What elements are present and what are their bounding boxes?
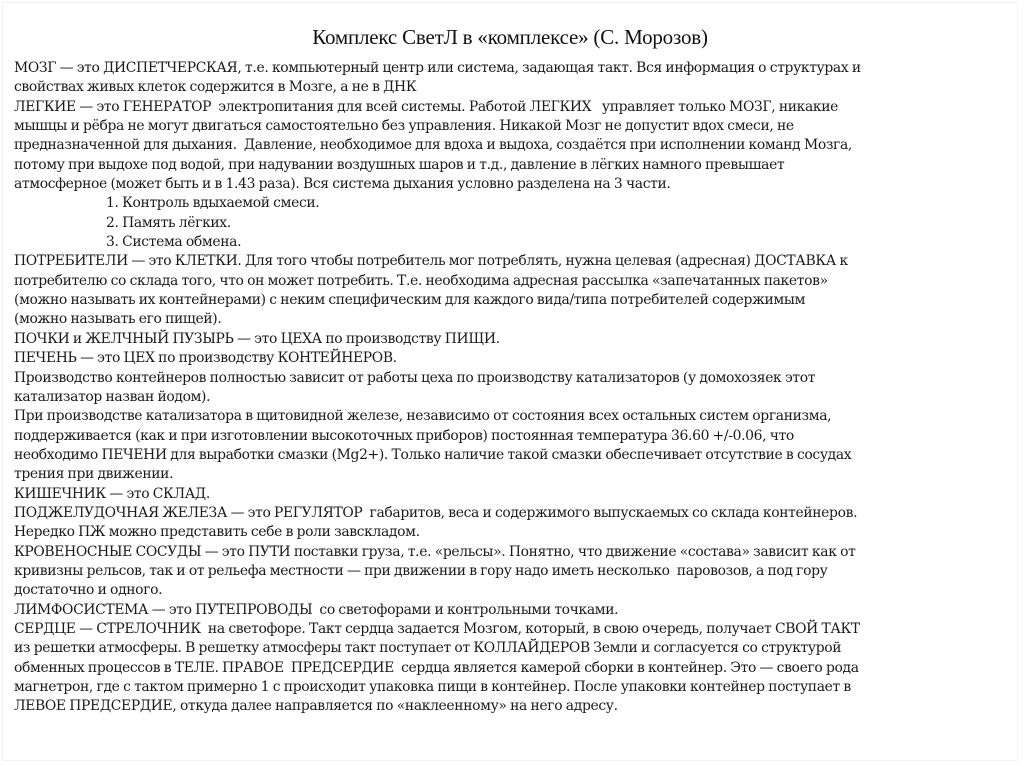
text-line: ЛЕГКИЕ — это ГЕНЕРАТОР электропитания для всей системы. Работой ЛЕГКИХ управляет только МОЗГ, никакие [14, 98, 839, 115]
text-line: При производстве катализатора в щитовидной железе, независимо от состояния всех остальных систем организма, [14, 408, 832, 425]
text-line: потому при выдохе под водой, при надувании воздушных шаров и т.д., давление в лёгких намного превышает [14, 156, 785, 173]
text-line: ПОЧКИ и ЖЕЛЧНЫЙ ПУЗЫРЬ — это ЦЕХА по производству ПИЩИ. [14, 330, 500, 347]
text-line: потребителю со склада того, что он может потребить. Т.е. необходима адресная рассылка «запечатанных пакетов» [14, 272, 828, 289]
text-line: поддерживается (как и при изготовлении высокоточных приборов) постоянная температура 36.60 +/-0.06, что [14, 427, 794, 444]
text-line: трения при движении. [14, 466, 174, 483]
text-line: (можно называть его пищей). [14, 311, 222, 328]
text-line: ЛИМФОСИСТЕМА — это ПУТЕПРОВОДЫ со светофорами и контрольными точками. [14, 601, 619, 618]
text-line: ПЕЧЕНЬ — это ЦЕХ по производству КОНТЕЙНЕРОВ. [14, 350, 397, 367]
text-line: СЕРДЦЕ — СТРЕЛОЧНИК на светофоре. Такт сердца задается Мозгом, который, в свою очередь, получает СВОЙ ТАКТ [14, 620, 860, 637]
text-line: свойствах живых клеток содержится в Мозге, а не в ДНК [14, 79, 417, 96]
text-line: атмосферное (может быть и в 1.43 раза). Вся система дыхания условно разделена на 3 части. [14, 176, 671, 193]
page-title: Комплекс СветЛ в «комплексе» (С. Морозов) [312, 25, 708, 49]
text-line: из решетки атмосферы. В решетку атмосферы такт поступает от КОЛЛАЙДЕРОВ Земли и согласуется со структурой [14, 640, 842, 657]
text-line: необходимо ПЕЧЕНИ для выработки смазки (Mg2+). Только наличие такой смазки обеспечивает отсутствие в сосудах [14, 446, 852, 463]
numbered-list-item: 3. Система обмена. [106, 234, 242, 251]
text-line: Нередко ПЖ можно представить себе в роли завскладом. [14, 524, 420, 541]
numbered-list-item: 2. Память лёгких. [106, 214, 231, 231]
text-line: (можно называть их контейнерами) с неким специфическим для каждого вида/типа потребителей содержимым [14, 292, 806, 309]
text-line: магнетрон, где с тактом примерно 1 с происходит упаковка пищи в контейнер. После упаковки контейнер поступает в [14, 679, 851, 695]
text-line: достаточно и одного. [14, 582, 163, 599]
text-line: МОЗГ — это ДИСПЕТЧЕРСКАЯ, т.е. компьютерный центр или система, задающая такт. Вся информация о структурах и [14, 60, 861, 76]
text-line: ПОДЖЕЛУДОЧНАЯ ЖЕЛЕЗА — это РЕГУЛЯТОР габаритов, веса и содержимого выпускаемых со склада контейнеров. [14, 504, 858, 521]
numbered-list-item: 1. Контроль вдыхаемой смеси. [106, 195, 320, 212]
text-line: КРОВЕНОСНЫЕ СОСУДЫ — это ПУТИ поставки груза, т.е. «рельсы». Понятно, что движение «состава» зависит как от [14, 543, 856, 560]
text-line: КИШЕЧНИК — это СКЛАД. [14, 485, 210, 502]
text-line: обменных процессов в ТЕЛЕ. ПРАВОЕ ПРЕДСЕРДИЕ сердца является камерой сборки в контейнер. Это — своего рода [14, 659, 859, 676]
text-line: мышцы и рёбра не могут двигаться самостоятельно без управления. Никакой Мозг не допустит вдох смеси, не [14, 118, 794, 135]
text-line: кривизны рельсов, так и от рельефа местности — при движении в гору надо иметь несколько паровозов, а под гору [14, 562, 828, 579]
document-body [14, 59, 1014, 717]
text-line: ПОТРЕБИТЕЛИ — это КЛЕТКИ. Для того чтобы потребитель мог потреблять, нужна целевая (адресная) ДОСТАВКА к [14, 253, 848, 270]
text-line: предназначенной для дыхания. Давление, необходимое для вдоха и выдоха, создаётся при исполнении команд Мозга, [14, 137, 852, 154]
text-line: катализатор назван йодом). [14, 388, 211, 405]
text-line: Производство контейнеров полностью зависит от работы цеха по производству катализаторов (у домохозяек этот [14, 369, 816, 386]
text-line: ЛЕВОЕ ПРЕДСЕРДИЕ, откуда далее направляется по «наклеенному» на него адресу. [14, 698, 618, 715]
slide-page [2, 2, 1018, 761]
